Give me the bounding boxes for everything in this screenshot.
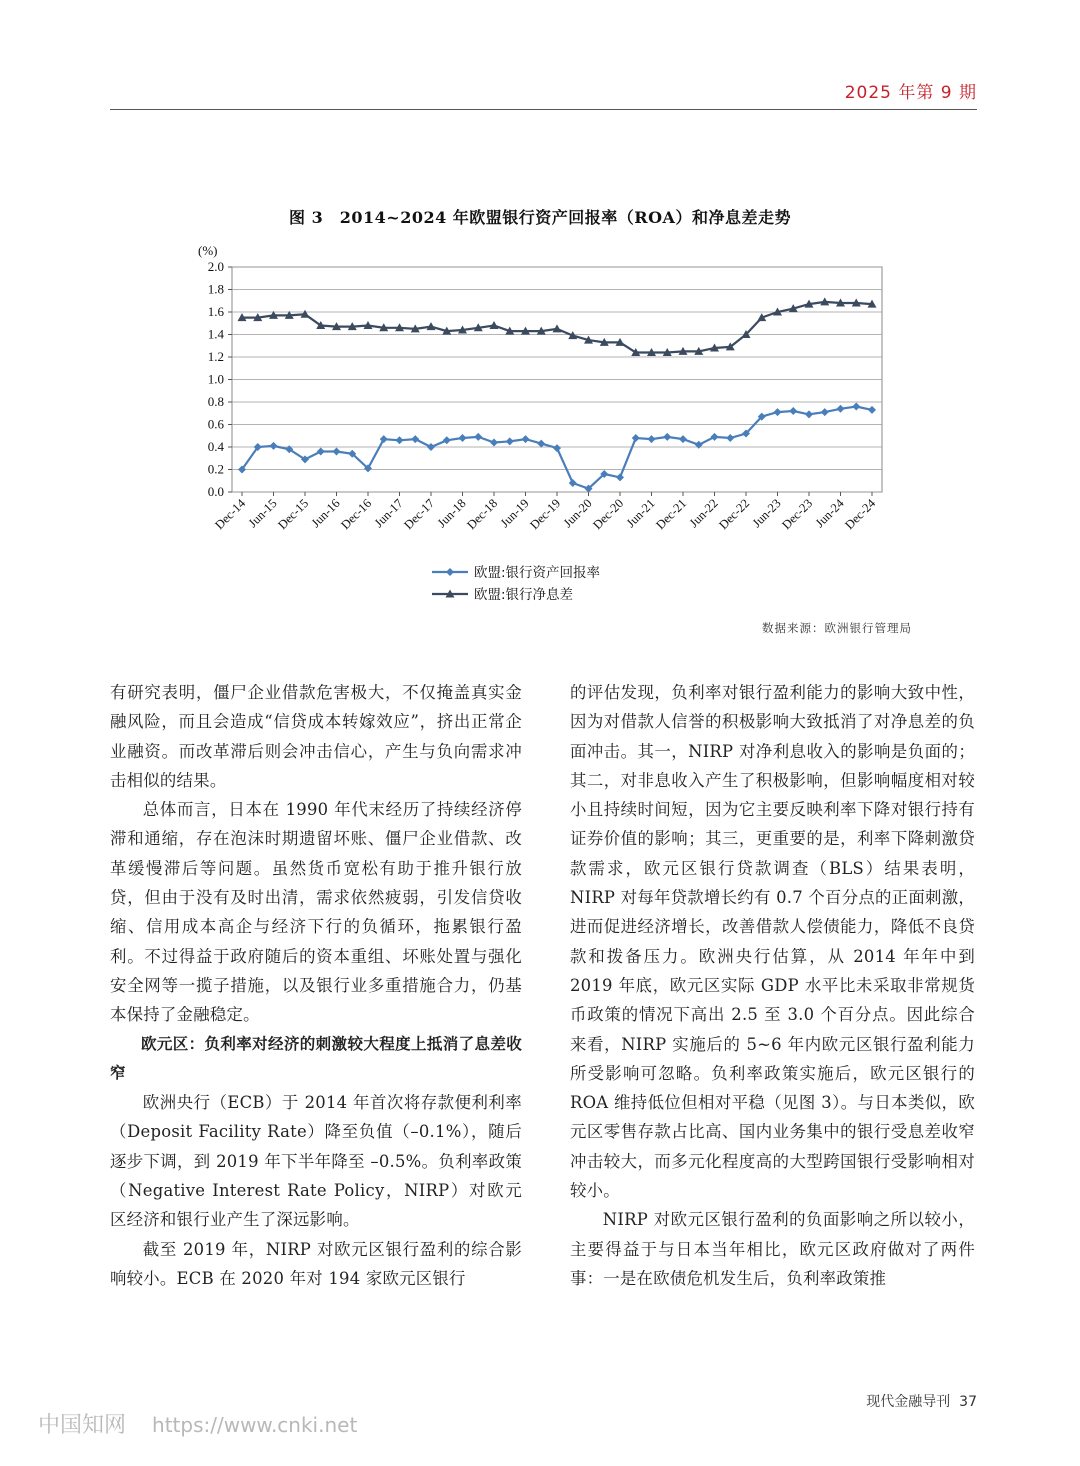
x-tick-label: Dec-17 xyxy=(401,496,438,533)
y-tick-label: 0.6 xyxy=(207,416,224,432)
watermark-url: https://www.cnki.net xyxy=(152,1413,358,1437)
roa-point xyxy=(852,403,860,411)
x-tick-label: Jun-16 xyxy=(308,496,343,531)
roa-point xyxy=(490,439,498,447)
x-tick-label: Jun-20 xyxy=(560,496,595,531)
y-tick-label: 1.4 xyxy=(207,326,224,342)
roa-point xyxy=(537,440,545,448)
x-tick-label: Dec-24 xyxy=(842,496,879,533)
roa-point xyxy=(427,443,435,451)
roa-point xyxy=(443,436,451,444)
watermark xyxy=(38,1408,357,1439)
x-tick-label: Jun-18 xyxy=(434,496,469,531)
roa-point xyxy=(459,434,467,442)
y-tick-label: 1.6 xyxy=(207,304,224,319)
paragraph: NIRP 对欧元区银行盈利的负面影响之所以较小，主要得益于与日本当年相比，欧元区政府做对了两件事：一是在欧债危机发生后，负利率政策推 xyxy=(570,1210,975,1288)
roa-point xyxy=(522,435,530,443)
roa-point xyxy=(726,434,734,442)
right-column xyxy=(570,678,975,1293)
section-heading: 欧元区：负利率对经济的刺激较大程度上抵消了息差收窄 xyxy=(110,1034,522,1082)
y-tick-label: 1.0 xyxy=(207,371,224,387)
roa-point xyxy=(868,406,876,414)
x-tick-label: Dec-16 xyxy=(338,496,375,533)
x-tick-label: Jun-17 xyxy=(371,496,406,531)
roa-point xyxy=(569,479,577,487)
legend-label: 欧盟:银行资产回报率 xyxy=(474,565,601,581)
roa-point xyxy=(632,434,640,442)
figure-source: 数据来源：欧洲银行管理局 xyxy=(762,621,912,635)
x-tick-label: Dec-22 xyxy=(716,496,753,533)
roa-point xyxy=(648,435,656,443)
roa-point xyxy=(333,448,341,456)
roa-point xyxy=(317,448,325,456)
x-tick-label: Jun-19 xyxy=(497,496,532,531)
roa-point xyxy=(616,473,624,481)
paragraph: 欧洲央行（ECB）于 2014 年首次将存款便利利率（Deposit Facility Rate）降至负值（–0.1%），随后逐步下调，到 2019 年下半年降至 –0.5%。负利率政策（Negative Interest Rate Policy，NIRP）对欧元区经济和银行业产生了深远影响。 xyxy=(110,1093,522,1230)
roa-point xyxy=(774,408,782,416)
watermark-brand: 中国知网 xyxy=(38,1413,127,1438)
page-footer xyxy=(866,1391,977,1411)
roa-point xyxy=(805,410,813,418)
roa-point xyxy=(474,433,482,441)
header-rule xyxy=(110,109,977,110)
y-tick-label: 1.2 xyxy=(207,349,224,364)
y-tick-label: 0.4 xyxy=(207,439,224,454)
x-tick-label: Jun-21 xyxy=(623,496,658,531)
left-column xyxy=(110,678,522,1293)
roa-point xyxy=(711,433,719,441)
roa-point xyxy=(679,435,687,443)
x-tick-label: Jun-24 xyxy=(812,496,847,531)
roa-point xyxy=(789,407,797,415)
y-tick-label: 2.0 xyxy=(207,259,224,274)
page-number: 37 xyxy=(959,1394,977,1410)
journal-name: 现代金融导刊 xyxy=(866,1394,951,1410)
roa-point xyxy=(380,435,388,443)
y-axis-label: (%) xyxy=(198,243,218,258)
x-tick-label: Dec-20 xyxy=(590,496,627,533)
legend-marker xyxy=(446,568,454,576)
roa-point xyxy=(663,433,671,441)
roa-point xyxy=(821,408,829,416)
line-chart xyxy=(180,235,900,615)
x-tick-label: Dec-18 xyxy=(464,496,501,533)
x-tick-label: Dec-23 xyxy=(779,496,816,533)
paragraph: 有研究表明，僵尸企业借款危害极大，不仅掩盖真实金融风险，而且会造成“信贷成本转嫁效应”，挤出正常企业融资。而改革滞后则会冲击信心，产生与负向需求冲击相似的结果。 xyxy=(110,683,522,790)
paragraph: 总体而言，日本在 1990 年代末经历了持续经济停滞和通缩，存在泡沫时期遗留坏账、僵尸企业借款、改革缓慢滞后等问题。虽然货币宽松有助于推升银行放贷，但由于没有及时出清，需求依然疲弱，引发信贷收缩、信用成本高企与经济下行的负循环，拖累银行盈利。不过得益于政府随后的资本重组、坏账处置与强化安全网等一揽子措施，以及银行业多重措施合力，仍基本保持了金融稳定。 xyxy=(110,800,522,1025)
paragraph: 的评估发现，负利率对银行盈利能力的影响大致中性，因为对借款人信誉的积极影响大致抵消了对净息差的负面冲击。其一，NIRP 对净利息收入的影响是负面的；其二，对非息收入产生了积极影响，但影响幅度相对较小且持续时间短，因为它主要反映利率下降对银行持有证券价值的影响；其三，更重要的是，利率下降刺激贷款需求，欧元区银行贷款调查（BLS）结果表明，NIRP 对每年贷款增长约有 0.7 个百分点的正面刺激，进而促进经济增长，改善借款人偿债能力，降低不良贷款和拨备压力。欧洲央行估算，从 2014 年年中到 2019 年底，欧元区实际 GDP 水平比未采取非常规货币政策的情况下高出 2.5 至 3.0 个百分点。因此综合来看，NIRP 实施后的 5~6 年内欧元区银行盈利能力所受影响可忽略。负利率政策实施后，欧元区银行的 ROA 维持低位但相对平稳（见图 3）。与日本类似，欧元区零售存款占比高、国内业务集中的银行受息差收窄冲击较大，而多元化程度高的大型跨国银行受影响相对较小。 xyxy=(570,683,975,1201)
roa-point xyxy=(553,444,561,452)
y-tick-label: 0.8 xyxy=(207,394,224,409)
x-tick-label: Dec-15 xyxy=(275,496,312,533)
y-tick-label: 1.8 xyxy=(207,281,224,297)
x-tick-label: Dec-14 xyxy=(212,496,249,533)
x-tick-label: Dec-19 xyxy=(527,496,564,533)
roa-point xyxy=(837,405,845,413)
roa-point xyxy=(506,437,514,445)
figure-title: 图 3 2014~2024 年欧盟银行资产回报率（ROA）和净息差走势 xyxy=(289,208,791,227)
paragraph: 截至 2019 年，NIRP 对欧元区银行盈利的综合影响较小。ECB 在 2020 年对 194 家欧元区银行 xyxy=(110,1239,522,1288)
issue-label: 2025 年第 9 期 xyxy=(844,83,977,103)
roa-point xyxy=(695,441,703,449)
y-tick-label: 0.0 xyxy=(207,484,224,499)
x-tick-label: Jun-23 xyxy=(749,496,784,531)
x-tick-label: Jun-15 xyxy=(245,496,280,531)
legend-label: 欧盟:银行净息差 xyxy=(474,587,574,603)
roa-point xyxy=(411,435,419,443)
roa-point xyxy=(396,436,404,444)
x-tick-label: Jun-22 xyxy=(686,496,721,531)
y-tick-label: 0.2 xyxy=(207,461,224,477)
roa-point xyxy=(270,442,278,450)
x-tick-label: Dec-21 xyxy=(653,496,690,533)
